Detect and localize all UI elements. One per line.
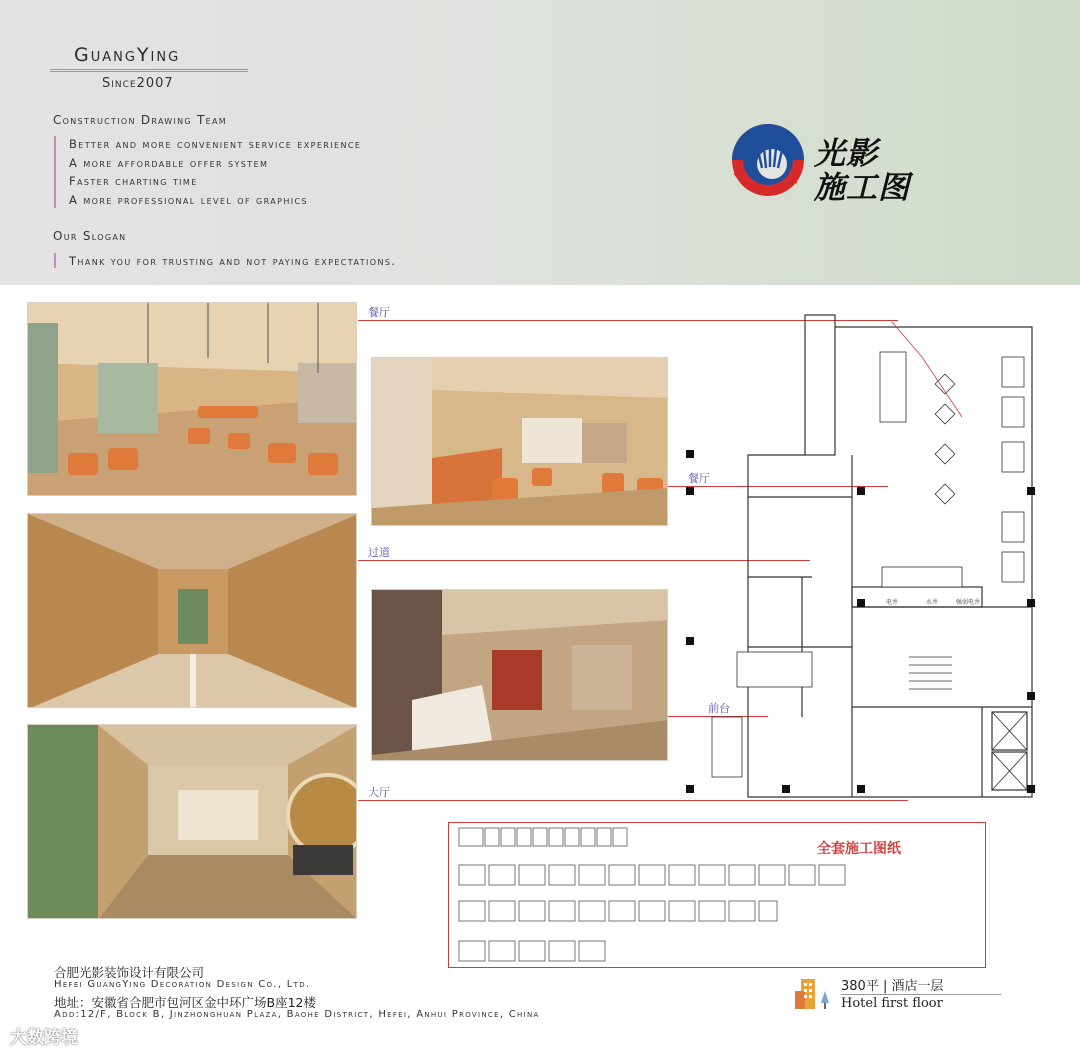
restaurant-label-2: 餐厅: [688, 472, 710, 485]
plan-room-label: 电井: [886, 599, 899, 606]
floor-area-label: 380平 | 酒店一层: [841, 979, 944, 994]
corridor-label: 过道: [368, 546, 390, 559]
header-banner: [0, 0, 1080, 285]
slogan-title: Our Slogan: [53, 229, 127, 243]
since-text: Since2007: [102, 76, 174, 91]
restaurant-render-photo: [27, 302, 357, 496]
company-name-cn: 合肥光影装饰设计有限公司: [54, 965, 205, 980]
sheets-title: 全套施工图纸: [817, 841, 901, 857]
bullet-item: A more affordable offer system: [69, 156, 269, 170]
front-desk-label: 前台: [708, 702, 730, 715]
floor-plan-drawing: [682, 297, 1056, 812]
address-cn: 地址：安徽省合肥市包河区金中环广场B座12楼: [54, 995, 316, 1010]
brand-underline: [50, 69, 248, 72]
plan-room-label: 水井: [926, 599, 939, 606]
team-title: Construction Drawing Team: [53, 113, 228, 127]
bullet-item: A more professional level of graphics: [69, 193, 308, 207]
company-name-en: Hefei GuangYing Decoration Design Co., Ltd.: [54, 979, 311, 990]
corridor-render-photo: [27, 513, 357, 708]
floor-label-en: Hotel first floor: [841, 996, 943, 1011]
lobby-render-photo: [27, 724, 357, 919]
drawing-sheets-box: [448, 822, 986, 968]
logo-text-line1: 光影: [814, 136, 878, 172]
area-divider: [841, 994, 1001, 995]
slogan-bar: [54, 253, 56, 268]
lobby-label: 大厅: [368, 786, 390, 799]
company-logo: [726, 120, 936, 206]
bullet-item: Faster charting time: [69, 174, 198, 188]
hotel-building-icon: [793, 977, 837, 1011]
slogan-text: Thank you for trusting and not paying expectations.: [69, 254, 397, 268]
bullet-bar: [54, 136, 56, 208]
brand-name: GuangYing: [74, 44, 181, 66]
plan-room-label: 强弱电井: [956, 599, 981, 606]
reception-render-photo: [371, 589, 668, 761]
restaurant-booth-render-photo: [371, 357, 668, 526]
bullet-item: Better and more convenient service experience: [69, 137, 362, 151]
address-en: Add:12/F, Block B, Jinzhonghuan Plaza, Baohe District, Hefei, Anhui Province, China: [54, 1009, 540, 1020]
swirl-logo-icon: [726, 120, 816, 200]
logo-text-line2: 施工图: [814, 170, 910, 206]
watermark-text: 大数跨境: [10, 1028, 78, 1048]
restaurant-label-1: 餐厅: [368, 306, 390, 319]
